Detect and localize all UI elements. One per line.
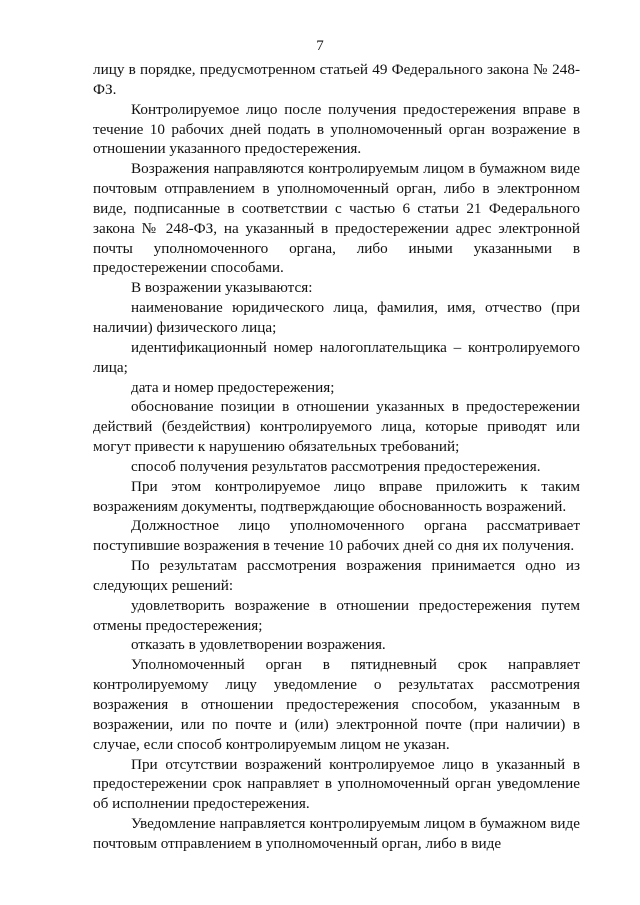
paragraph: Должностное лицо уполномоченного органа рассматривает поступившие возражения в течение 10 рабочих дней со дня их получения. bbox=[93, 517, 580, 555]
paragraph: идентификационный номер налогоплательщика – контролируемого лица; bbox=[93, 338, 580, 376]
paragraph: По результатам рассмотрения возражения принимается одно из следующих решений: bbox=[93, 557, 580, 594]
paragraph: Контролируемое лицо после получения предостережения вправе в течение 10 рабочих дней подать в уполномоченный орган возражение в отношении указанного предостережения. bbox=[93, 100, 580, 158]
paragraph: Уполномоченный орган в пятидневный срок направляет контролируемому лицу уведомление о результатах рассмотрения возражения в отношении предостережения способом, указанным в возражении, или по почте и (или) электронной почте (при наличии) в случае, если способ контролируемым лицом не указан. bbox=[93, 656, 580, 753]
paragraph: Уведомление направляется контролируемым лицом в бумажном виде почтовым отправлением в уполномоченный орган, либо в виде bbox=[93, 815, 580, 852]
paragraph: При этом контролируемое лицо вправе приложить к таким возражениям документы, подтверждающие обоснованность возражений. bbox=[93, 477, 580, 515]
page-number: 7 bbox=[316, 38, 324, 54]
paragraph: Возражения направляются контролируемым лицом в бумажном виде почтовым отправлением в уполномоченный орган, либо в электронном виде, подписанные в соответствии с частью 6 статьи 21 Федерального закона № 248-ФЗ, на указанный в предостережении адрес электронной почты уполномоченного органа, либо иными указанными в предостережении способами. bbox=[93, 160, 580, 277]
paragraph: лицу в порядке, предусмотренном статьей 49 Федерального закона № 248-ФЗ. bbox=[93, 61, 580, 98]
document-body bbox=[93, 60, 580, 854]
paragraph: удовлетворить возражение в отношении предостережения путем отмены предостережения; bbox=[93, 596, 580, 634]
paragraph: обоснование позиции в отношении указанных в предостережении действий (бездействия) контролируемого лица, которые приводят или могут привести к нарушению обязательных требований; bbox=[93, 398, 580, 456]
paragraph: наименование юридического лица, фамилия, имя, отчество (при наличии) физического лица; bbox=[93, 299, 580, 336]
paragraph: В возражении указываются: bbox=[131, 279, 313, 297]
paragraph: дата и номер предостережения; bbox=[131, 378, 335, 396]
paragraph: способ получения результатов рассмотрения предостережения. bbox=[131, 457, 541, 475]
paragraph: отказать в удовлетворении возражения. bbox=[131, 636, 386, 654]
paragraph: При отсутствии возражений контролируемое лицо в указанный в предостережении срок направляет в уполномоченный орган уведомление об исполнении предостережения. bbox=[93, 755, 580, 813]
